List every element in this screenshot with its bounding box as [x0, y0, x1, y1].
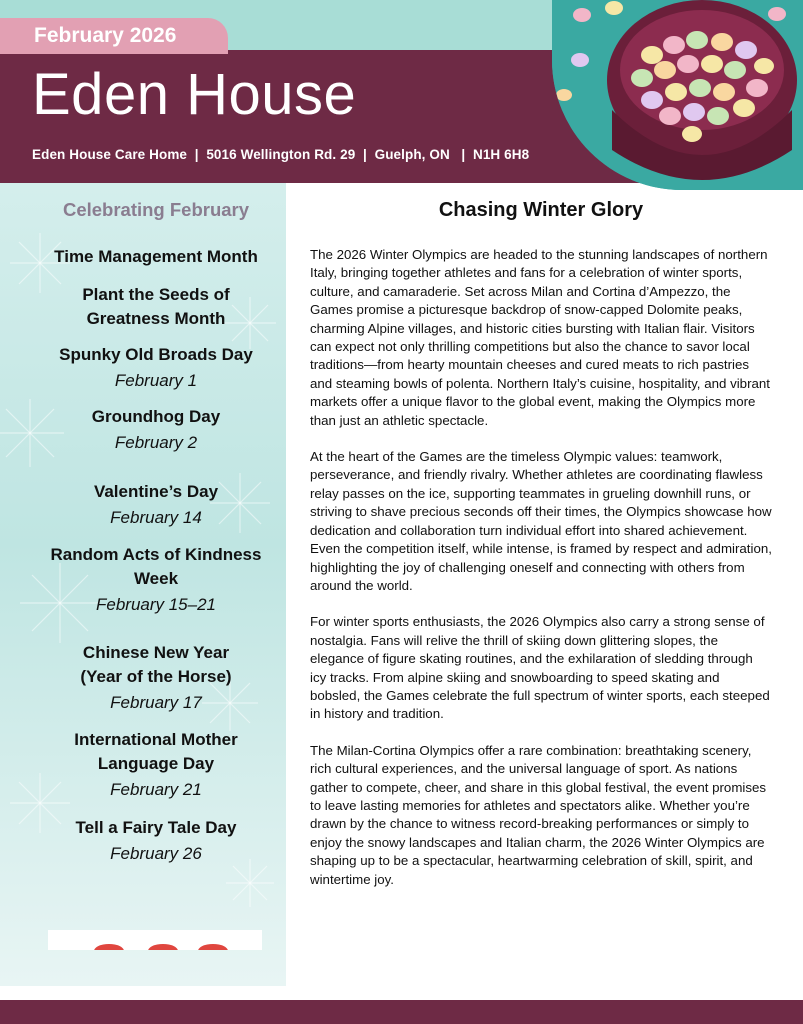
event-name: Time Management Month — [54, 247, 258, 266]
event-name: Groundhog Day — [91, 407, 221, 426]
article-title: Chasing Winter Glory — [438, 199, 644, 221]
event-date: February 14 — [110, 508, 202, 527]
list-item — [41, 543, 271, 617]
sidebar-heading: Celebrating February — [62, 199, 250, 220]
list-item — [0, 245, 286, 269]
event-name: Chinese New Year (Year of the Horse) — [80, 643, 232, 686]
article-paragraph: At the heart of the Games are the timeless Olympic values: teamwork, perseverance, and friendly rivalry. Whether athletes are coordinating flawless relay passes on the ice, supporting teammates in grueling downhill runs, or striving to shave precious seconds off their times, the Olympics showcase how dedication and collaboration turn individual effort into shared achievement. Even the competition itself, while intense, is framed by respect and admiration, highlighting the joy of challenging oneself and connecting with others from around the world. — [310, 449, 772, 593]
list-item — [46, 283, 266, 331]
list-item — [71, 641, 241, 715]
decorative-strip — [48, 930, 262, 950]
event-name: Valentine’s Day — [93, 482, 219, 501]
list-item — [0, 816, 286, 866]
event-date: February 17 — [110, 693, 202, 712]
event-date: February 2 — [114, 433, 198, 452]
event-date: February 21 — [110, 780, 202, 799]
footer-bar — [0, 1000, 803, 1024]
event-date: February 26 — [110, 844, 202, 863]
article-paragraph: The 2026 Winter Olympics are headed to the stunning landscapes of northern Italy, bringing together athletes and fans for a celebration of winter sports, culture, and camaraderie. Set across Milan and Cortina d’Ampezzo, the Games promise a picturesque backdrop of snow-capped Dolomite peaks, charming Alpine villages, and historic cities bursting with Italian flair. Visitors can expect not only thrilling competitions but also the chance to savor local traditions—from hearty mountain cheeses and cured meats to rich pastries and steaming bowls of polenta. Northern Italy’s cuisine, hospitality, and vibrant markets offer a unique flavor to the global event, making the Olympics more than just an athletic spectacle. — [310, 247, 770, 428]
red-dot — [148, 944, 178, 950]
events-list — [0, 245, 286, 878]
event-name: International Mother Language Day — [74, 730, 238, 773]
list-item — [0, 405, 286, 455]
article-paragraph: The Milan-Cortina Olympics offer a rare combination: breathtaking scenery, rich cultural experiences, and the universal language of sport. As nations gather to compete, cheer, and share in this global festival, the event promises to leave lasting memories for athletes and spectators alike. Whether you’re drawn by the chance to witness record-breaking performances or simply to enjoy the snowy landscapes and Italian charm, the 2026 Winter Olympics are shaping up to be a spectacular, heartwarming celebration of skill, spirit, and wintertime joy. — [310, 742, 767, 887]
article-paragraph: For winter sports enthusiasts, the 2026 Olympics also carry a strong sense of nostalgia. Fans will relive the thrill of skiing down glittering slopes, the elegance of figure skating routines, and the exhilaration of sledding through icy tracks. From alpine skiing and snowboarding to speed skating and bobsled, the Games celebrate the full spectrum of winter sports, each steeped in history and tradition. — [310, 614, 770, 722]
address-line: Eden House Care Home | 5016 Wellington Rd. 29 | Guelph, ON | N1H 6H8 — [32, 147, 530, 162]
list-item — [56, 728, 256, 802]
red-dot — [198, 944, 228, 950]
event-name: Tell a Fairy Tale Day — [75, 818, 237, 837]
article — [310, 183, 772, 889]
red-dot — [94, 944, 124, 950]
event-name: Spunky Old Broads Day — [59, 345, 253, 364]
event-name: Plant the Seeds of Greatness Month — [82, 285, 230, 328]
event-date: February 15–21 — [95, 595, 217, 614]
event-name: Random Acts of Kindness Week — [50, 545, 262, 588]
list-item — [0, 343, 286, 393]
sidebar — [0, 183, 286, 986]
list-item — [0, 480, 286, 530]
event-date: February 1 — [114, 371, 198, 390]
newsletter-title: Eden House — [32, 62, 357, 127]
date-tab: February 2026 — [0, 18, 228, 54]
